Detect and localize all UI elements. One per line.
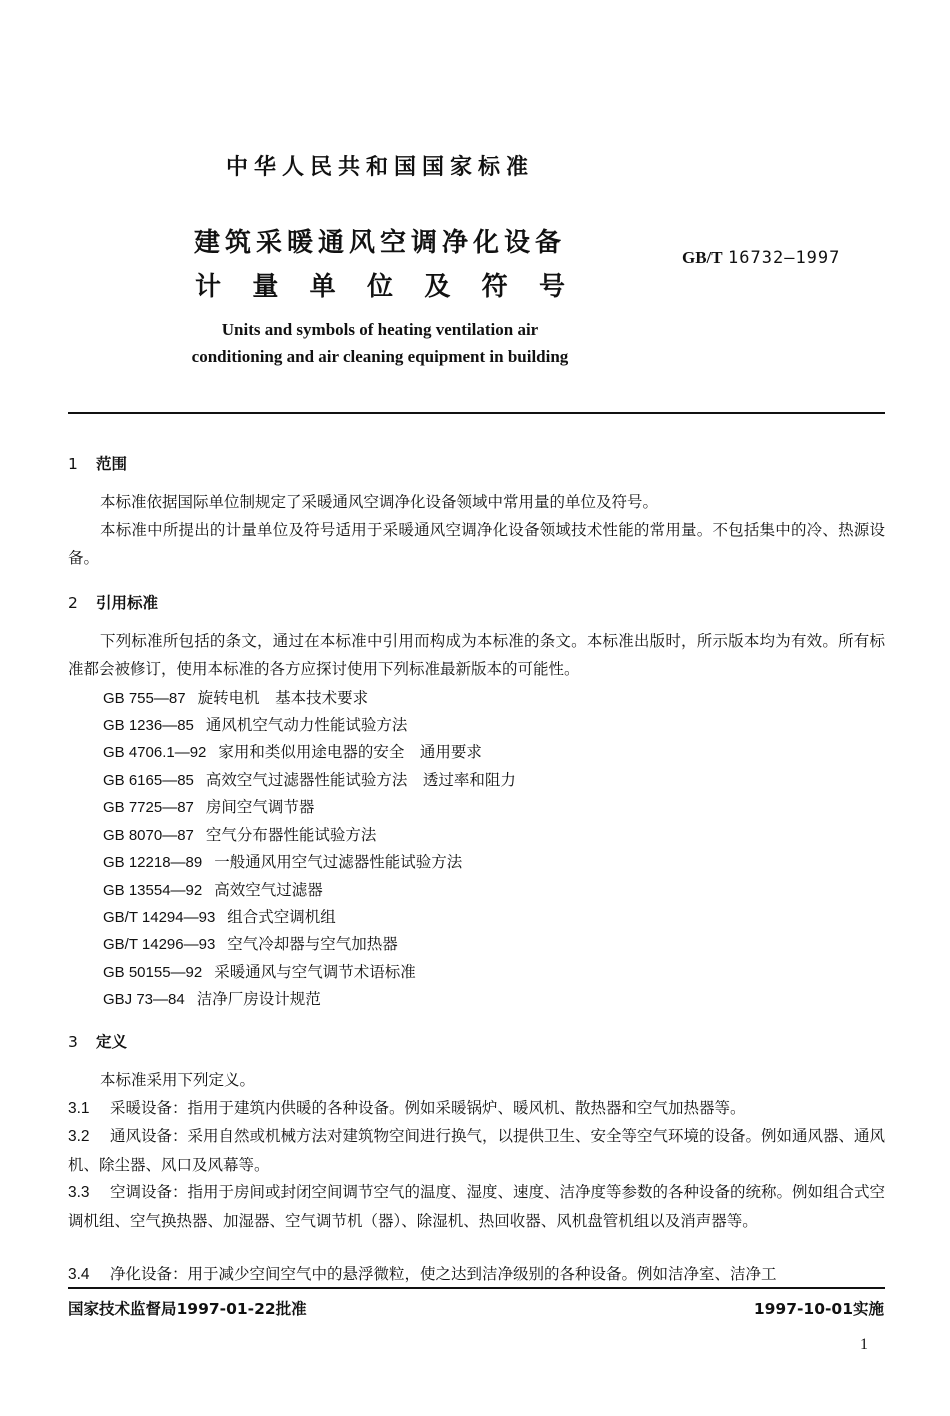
definition-number: 3.4 <box>68 1266 90 1283</box>
reference-code: GB/T 14296—93 <box>103 936 216 953</box>
reference-item <box>103 795 314 817</box>
reference-item <box>103 823 376 845</box>
reference-code: GB 755—87 <box>103 690 186 707</box>
reference-name: 洁净厂房设计规范 <box>196 990 321 1008</box>
title-char: 符 <box>481 272 508 302</box>
standard-code-number: 16732—1997 <box>728 248 841 268</box>
definition-text: 采暖设备：指用于建筑内供暖的各种设备。例如采暖锅炉、暖风机、散热器和空气加热器等。 <box>110 1099 746 1117</box>
reference-name: 高效空气过滤器性能试验方法 透过率和阻力 <box>205 771 516 789</box>
reference-item <box>103 768 516 790</box>
reference-item <box>103 878 323 900</box>
header-divider <box>68 412 885 414</box>
section-1-paragraph-2: 本标准中所提出的计量单位及符号适用于采暖通风空调净化设备领域技术性能的常用量。不包括集中的冷、热源设备。 <box>68 521 885 567</box>
definition-text: 通风设备：采用自然或机械方法对建筑物空间进行换气，以提供卫生、安全等空气环境的设备。例如通风器、通风机、除尘器、风口及风幕等。 <box>68 1127 886 1174</box>
reference-name: 通风机空气动力性能试验方法 <box>205 716 408 734</box>
reference-item <box>103 987 321 1009</box>
section-number: 3 <box>68 1033 78 1051</box>
reference-code: GB 13554—92 <box>103 882 203 899</box>
reference-code: GB 8070—87 <box>103 827 194 844</box>
english-title-line-1: Units and symbols of heating ventilation air <box>221 320 539 339</box>
reference-code: GB 6165—85 <box>103 772 194 789</box>
title-line-1: 建筑采暖通风空调净化设备 <box>193 228 566 258</box>
reference-code: GBJ 73—84 <box>103 991 185 1008</box>
definition-item <box>68 1260 885 1288</box>
definition-text: 空调设备：指用于房间或封闭空间调节空气的温度、湿度、速度、洁净度等参数的各种设备的统称。例如组合式空调机组、空气换热器、加湿器、空气调节机（器）、除湿机、热回收器、风机盘管机组以及消声器等。 <box>68 1183 886 1230</box>
title-line-2 <box>195 266 565 303</box>
effective-date: 1997-10-01实施 <box>753 1300 884 1318</box>
title-char: 及 <box>424 272 451 302</box>
national-standard-heading: 中华人民共和国国家标准 <box>225 155 534 180</box>
standard-code-prefix: GB/T <box>682 248 723 267</box>
definition-item <box>68 1122 885 1179</box>
reference-item <box>103 932 398 954</box>
reference-name: 房间空气调节器 <box>205 798 315 816</box>
reference-name: 空气冷却器与空气加热器 <box>227 935 398 953</box>
definition-number: 3.1 <box>68 1100 90 1117</box>
section-title: 范围 <box>96 455 128 473</box>
section-title: 定义 <box>96 1033 128 1051</box>
reference-code: GB/T 14294—93 <box>103 909 216 926</box>
section-1-paragraph-1: 本标准依据国际单位制规定了采暖通风空调净化设备领域中常用量的单位及符号。 <box>100 493 659 511</box>
reference-name: 空气分布器性能试验方法 <box>205 826 377 844</box>
reference-code: GB 12218—89 <box>103 854 203 871</box>
reference-name: 采暖通风与空气调节术语标准 <box>214 963 416 981</box>
definition-text: 净化设备：用于减少空间空气中的悬浮微粒，使之达到洁净级别的各种设备。例如洁净室、洁净工 <box>110 1265 777 1283</box>
reference-code: GB 1236—85 <box>103 717 194 734</box>
reference-name: 一般通风用空气过滤器性能试验方法 <box>214 853 463 871</box>
section-title: 引用标准 <box>96 594 159 612</box>
reference-item <box>103 905 336 927</box>
footer-divider <box>68 1287 885 1289</box>
title-char: 计 <box>195 272 222 302</box>
reference-code: GB 4706.1—92 <box>103 744 207 761</box>
reference-code: GB 50155—92 <box>103 964 203 981</box>
section-2-paragraph-1: 下列标准所包括的条文，通过在本标准中引用而构成为本标准的条文。本标准出版时，所示版本均为有效。所有标准都会被修订，使用本标准的各方应探讨使用下列标准最新版本的可能性。 <box>68 632 885 678</box>
section-number: 1 <box>68 455 78 473</box>
reference-name: 高效空气过滤器 <box>214 881 323 899</box>
title-char: 号 <box>538 272 565 302</box>
section-2-heading <box>68 591 158 613</box>
reference-item <box>103 850 462 872</box>
reference-item <box>103 686 368 708</box>
reference-name: 旋转电机 基本技术要求 <box>197 689 369 707</box>
reference-name: 家用和类似用途电器的安全 通用要求 <box>218 743 482 761</box>
reference-item <box>103 960 416 982</box>
definition-number: 3.3 <box>68 1184 90 1201</box>
title-char: 单 <box>309 272 336 302</box>
reference-name: 组合式空调机组 <box>227 908 336 926</box>
section-1-heading <box>68 452 127 474</box>
section-3-heading <box>68 1030 127 1052</box>
section-number: 2 <box>68 594 78 612</box>
title-char: 量 <box>252 272 279 302</box>
reference-item <box>103 713 407 735</box>
english-title-line-2: conditioning and air cleaning equipment in building <box>191 347 569 366</box>
section-3-intro: 本标准采用下列定义。 <box>100 1071 256 1089</box>
title-char: 位 <box>366 272 393 302</box>
reference-item <box>103 740 482 762</box>
reference-code: GB 7725—87 <box>103 799 194 816</box>
definition-item <box>68 1178 885 1235</box>
standard-code <box>682 248 840 268</box>
approval-statement: 国家技术监督局1997-01-22批准 <box>68 1300 307 1318</box>
page-number: 1 <box>860 1336 868 1353</box>
definition-number: 3.2 <box>68 1128 90 1145</box>
definition-item <box>68 1094 885 1123</box>
